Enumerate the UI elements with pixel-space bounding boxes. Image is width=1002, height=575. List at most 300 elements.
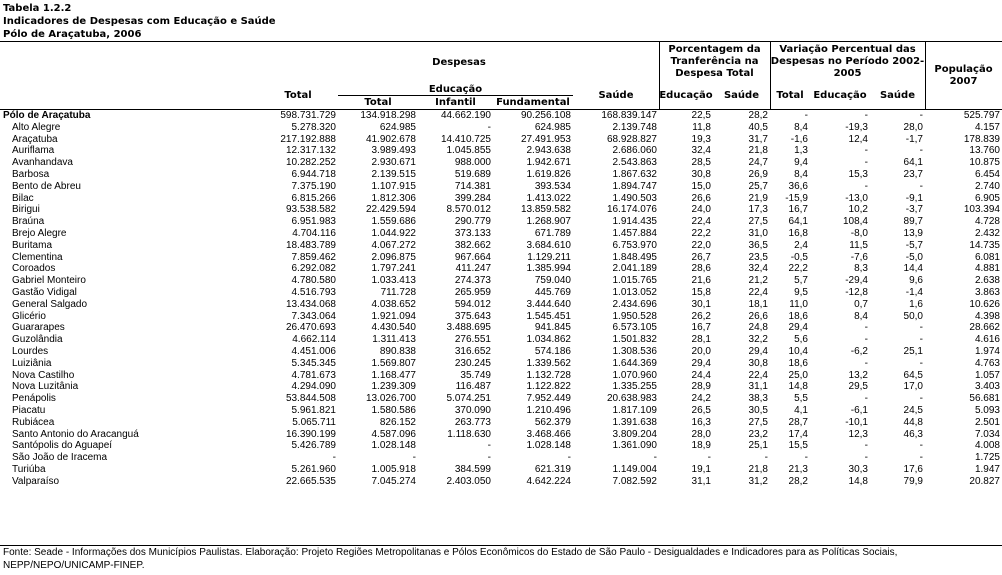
cell-populacao: 3.403	[974, 381, 1000, 393]
cell-educacao-fundamental: 574.186	[534, 345, 571, 357]
cell-municipio: Brejo Alegre	[12, 227, 67, 239]
table-row	[0, 358, 1002, 370]
cell-pct-saude: 21,9	[748, 192, 768, 204]
header-pct-saude: Saúde	[723, 90, 759, 101]
header-total: Total	[284, 90, 312, 101]
cell-municipio: Bilac	[12, 192, 34, 204]
cell-populacao: 10.875	[969, 157, 1000, 169]
cell-var-total: 18,6	[788, 310, 808, 322]
table-row	[0, 122, 1002, 134]
cell-saude: 2.041.189	[612, 263, 657, 275]
cell-var-total: 4,1	[794, 404, 808, 416]
cell-pct-saude: 24,8	[748, 322, 768, 334]
cell-despesa-total: 5.961.821	[291, 404, 336, 416]
cell-var-saude: 14,4	[903, 263, 923, 275]
cell-educacao-total: 22.429.594	[365, 204, 416, 216]
cell-municipio: Glicério	[12, 310, 46, 322]
cell-saude: 1.644.369	[612, 357, 657, 369]
cell-educacao-fundamental: 1.268.907	[526, 216, 571, 228]
cell-municipio: Alto Alegre	[12, 121, 61, 133]
cell-var-total: 21,3	[788, 463, 808, 475]
cell-var-educacao: -19,3	[845, 121, 868, 133]
cell-educacao-infantil: 274.373	[454, 275, 491, 287]
cell-municipio: Santópolis do Aguapeí	[12, 440, 113, 452]
cell-educacao-total: 1.028.148	[371, 440, 416, 452]
cell-educacao-infantil: 316.652	[454, 345, 491, 357]
cell-var-total: 10,4	[788, 345, 808, 357]
cell-pct-saude: 29,4	[748, 345, 768, 357]
cell-pct-saude: 24,7	[748, 157, 768, 169]
cell-pct-educacao: 24,0	[691, 204, 711, 216]
cell-municipio: Guzolândia	[12, 334, 63, 346]
cell-var-total: -0,5	[790, 251, 808, 263]
header-variacao-l3: 2005	[833, 68, 862, 79]
cell-educacao-fundamental: 1.619.826	[526, 168, 571, 180]
cell-educacao-infantil: 5.074.251	[446, 393, 491, 405]
cell-saude: 1.914.435	[612, 216, 657, 228]
cell-var-total: 2,4	[794, 239, 808, 251]
cell-educacao-fundamental: 624.985	[534, 121, 571, 133]
cell-educacao-fundamental: 759.040	[534, 275, 571, 287]
table-title: Indicadores de Despesas com Educação e Saúde	[3, 16, 276, 27]
cell-var-educacao: -	[864, 145, 868, 157]
cell-educacao-total: 1.580.586	[371, 404, 416, 416]
cell-pct-educacao: 26,6	[691, 192, 711, 204]
cell-educacao-total: 13.026.700	[365, 393, 416, 405]
cell-var-educacao: -	[864, 322, 868, 334]
header-infantil: Infantil	[435, 97, 476, 108]
table-row	[0, 287, 1002, 299]
cell-educacao-total: 2.096.875	[371, 251, 416, 263]
cell-pct-educacao: 28,5	[691, 157, 711, 169]
cell-pct-saude: 32,2	[748, 334, 768, 346]
cell-pct-saude: 22,4	[748, 286, 768, 298]
cell-pct-saude: 23,2	[748, 428, 768, 440]
cell-educacao-total: 1.311.413	[372, 334, 416, 346]
cell-municipio: Nova Luzitânia	[12, 381, 79, 393]
cell-educacao-fundamental: 1.034.862	[526, 334, 571, 346]
cell-despesa-total: 7.343.064	[291, 310, 336, 322]
cell-educacao-infantil: 14.410.725	[440, 133, 491, 145]
header-variacao-l2: Despesas no Período 2002-	[770, 56, 925, 67]
cell-saude: 68.928.827	[606, 133, 657, 145]
cell-saude: 16.174.076	[606, 204, 657, 216]
cell-educacao-fundamental: 445.769	[534, 286, 571, 298]
cell-saude: 2.434.696	[612, 298, 657, 310]
cell-var-total: 16,8	[788, 227, 808, 239]
cell-var-total: 36,6	[788, 180, 808, 192]
header-educacao: Educação	[428, 84, 483, 95]
cell-var-saude: -5,7	[905, 239, 923, 251]
cell-educacao-infantil: 375.643	[454, 310, 491, 322]
cell-municipio: Braúna	[12, 216, 45, 228]
table-row	[0, 263, 1002, 275]
cell-educacao-fundamental: 562.379	[534, 416, 571, 428]
cell-educacao-infantil: 263.773	[454, 416, 491, 428]
cell-pct-educacao: 26,7	[691, 251, 711, 263]
cell-pct-educacao: 26,2	[691, 310, 711, 322]
cell-educacao-infantil: 2.403.050	[446, 475, 491, 487]
cell-populacao: 4.398	[974, 310, 1000, 322]
table-row	[0, 381, 1002, 393]
cell-populacao: 6.905	[974, 192, 1000, 204]
table-row	[0, 311, 1002, 323]
cell-pct-saude: 21,8	[748, 463, 768, 475]
header-porcentagem-l3: Despesa Total	[675, 68, 754, 79]
cell-pct-saude: 27,5	[748, 416, 768, 428]
cell-educacao-fundamental: 7.952.449	[526, 393, 571, 405]
cell-municipio: Lourdes	[12, 345, 49, 357]
cell-saude: 3.809.204	[612, 428, 657, 440]
cell-populacao: 6.081	[974, 251, 1000, 263]
cell-var-saude: -1,4	[905, 286, 923, 298]
cell-educacao-total: -	[412, 452, 416, 464]
cell-var-total: 29,4	[788, 322, 808, 334]
cell-educacao-infantil: 373.133	[454, 227, 491, 239]
cell-saude: 1.015.765	[612, 275, 657, 287]
source-note	[3, 547, 897, 572]
cell-educacao-fundamental: 1.413.022	[526, 192, 571, 204]
cell-var-educacao: 10,2	[848, 204, 868, 216]
cell-var-saude: 17,6	[903, 463, 923, 475]
cell-municipio: Nova Castilho	[12, 369, 75, 381]
cell-var-saude: 89,7	[903, 216, 923, 228]
cell-pct-saude: 32,4	[748, 263, 768, 275]
cell-pct-saude: 22,4	[748, 369, 768, 381]
cell-pct-saude: 38,3	[748, 393, 768, 405]
cell-populacao: 20.827	[969, 475, 1000, 487]
cell-var-total: 28,7	[788, 416, 808, 428]
cell-saude: 1.149.004	[612, 463, 657, 475]
cell-pct-educacao: 22,2	[691, 227, 711, 239]
cell-pct-educacao: 32,4	[691, 145, 711, 157]
cell-educacao-infantil: 370.090	[454, 404, 491, 416]
cell-populacao: 14.735	[969, 239, 1000, 251]
cell-saude: 1.361.090	[612, 440, 657, 452]
cell-municipio: Birigui	[12, 204, 40, 216]
cell-populacao: 5.093	[974, 404, 1000, 416]
cell-pct-educacao: 30,8	[691, 168, 711, 180]
cell-var-saude: 17,0	[903, 381, 923, 393]
cell-var-total: -1,6	[790, 133, 808, 145]
cell-var-educacao: -	[864, 452, 868, 464]
cell-municipio: Clementina	[12, 251, 63, 263]
cell-educacao-infantil: 265.959	[454, 286, 491, 298]
cell-pct-saude: 21,8	[748, 145, 768, 157]
cell-var-educacao: -13,0	[845, 192, 868, 204]
cell-var-total: 9,5	[794, 286, 808, 298]
table-row	[0, 252, 1002, 264]
cell-var-saude: 46,3	[903, 428, 923, 440]
table-row	[0, 334, 1002, 346]
cell-municipio: Valparaíso	[12, 475, 60, 487]
table-row	[0, 417, 1002, 429]
cell-pct-educacao: 24,4	[691, 369, 711, 381]
cell-saude: 1.391.638	[612, 416, 657, 428]
cell-educacao-total: 4.067.272	[371, 239, 416, 251]
cell-var-educacao: -29,4	[845, 275, 868, 287]
cell-var-educacao: 11,5	[849, 239, 868, 251]
cell-educacao-total: 1.005.918	[371, 463, 416, 475]
cell-pct-educacao: 28,1	[691, 334, 711, 346]
header-pct-educacao: Educação	[659, 90, 713, 101]
cell-populacao: 4.616	[974, 334, 1000, 346]
cell-saude: 2.686.060	[612, 145, 657, 157]
cell-educacao-fundamental: 393.534	[534, 180, 571, 192]
cell-var-saude: -3,7	[905, 204, 923, 216]
cell-despesa-total: 217.192.888	[280, 133, 336, 145]
cell-pct-saude: 26,6	[748, 310, 768, 322]
cell-var-educacao: -12,8	[845, 286, 868, 298]
cell-municipio: General Salgado	[12, 298, 88, 310]
cell-municipio: Avanhandava	[12, 157, 73, 169]
cell-var-educacao: -6,1	[850, 404, 868, 416]
table-bottom-rule	[0, 545, 1002, 546]
source-note-line2: NEPP/NEPO/UNICAMP-FINEP.	[3, 559, 145, 571]
cell-despesa-total: -	[332, 452, 336, 464]
cell-populacao: 56.681	[969, 393, 1000, 405]
cell-var-saude: 64,5	[903, 369, 923, 381]
cell-var-total: 14,8	[788, 381, 808, 393]
cell-educacao-infantil: 276.551	[454, 334, 491, 346]
cell-despesa-total: 598.731.729	[280, 110, 336, 121]
cell-pct-educacao: 21,6	[691, 275, 711, 287]
cell-municipio: Bento de Abreu	[12, 180, 81, 192]
cell-var-total: 1,3	[794, 145, 808, 157]
cell-educacao-infantil: 1.045.855	[446, 145, 491, 157]
cell-pct-saude: 28,2	[748, 110, 768, 121]
cell-pct-saude: 36,5	[748, 239, 768, 251]
cell-var-total: 11,0	[789, 298, 808, 310]
cell-saude: 1.817.109	[612, 404, 657, 416]
cell-var-saude: -9,1	[905, 192, 923, 204]
cell-var-educacao: 12,3	[848, 428, 868, 440]
table-row	[0, 216, 1002, 228]
cell-despesa-total: 53.844.508	[285, 393, 336, 405]
cell-populacao: 2.432	[974, 227, 1000, 239]
cell-pct-educacao: 15,8	[691, 286, 711, 298]
cell-despesa-total: 6.951.983	[291, 216, 336, 228]
cell-var-educacao: 29,5	[848, 381, 868, 393]
cell-municipio: Barbosa	[12, 168, 50, 180]
cell-despesa-total: 4.704.116	[292, 227, 336, 239]
cell-saude: 1.848.495	[612, 251, 657, 263]
cell-var-saude: -	[919, 334, 923, 346]
cell-var-total: 18,6	[788, 357, 808, 369]
cell-educacao-fundamental: 941.845	[534, 322, 571, 334]
cell-municipio: Turiúba	[12, 463, 46, 475]
cell-educacao-infantil: 8.570.012	[446, 204, 491, 216]
cell-populacao: 178.839	[963, 133, 1000, 145]
cell-pct-saude: 18,1	[748, 298, 768, 310]
cell-educacao-total: 41.902.678	[365, 133, 416, 145]
table-row	[0, 145, 1002, 157]
cell-var-saude: 13,9	[903, 227, 923, 239]
cell-populacao: 3.863	[974, 286, 1000, 298]
cell-despesa-total: 10.282.252	[285, 157, 336, 169]
cell-var-educacao: -7,6	[850, 251, 868, 263]
cell-despesa-total: 4.451.006	[291, 345, 336, 357]
cell-populacao: 1.974	[974, 345, 1000, 357]
cell-educacao-total: 826.152	[379, 416, 416, 428]
cell-var-educacao: 8,3	[854, 263, 868, 275]
cell-despesa-total: 7.375.190	[291, 180, 336, 192]
cell-saude: -	[653, 452, 657, 464]
cell-var-total: 5,6	[794, 334, 808, 346]
cell-var-educacao: -	[864, 440, 868, 452]
cell-var-saude: 25,1	[903, 345, 923, 357]
cell-despesa-total: 5.278.320	[291, 121, 336, 133]
cell-educacao-fundamental: 671.789	[534, 227, 571, 239]
cell-var-saude: 9,6	[909, 275, 923, 287]
cell-pct-educacao: 11,8	[692, 121, 711, 133]
cell-pct-educacao: 26,5	[691, 404, 711, 416]
cell-educacao-fundamental: 13.859.582	[520, 204, 571, 216]
cell-despesa-total: 13.434.068	[285, 298, 336, 310]
table-row	[0, 346, 1002, 358]
cell-var-total: -15,9	[785, 192, 808, 204]
cell-municipio: Coroados	[12, 263, 56, 275]
cell-educacao-total: 134.918.298	[360, 110, 416, 121]
cell-educacao-infantil: 1.118.630	[447, 428, 491, 440]
cell-var-total: -	[804, 110, 808, 121]
cell-var-total: 8,4	[794, 168, 808, 180]
cell-pct-educacao: 22,0	[691, 239, 711, 251]
header-populacao-l2: 2007	[949, 76, 978, 87]
cell-populacao: 525.797	[963, 110, 1000, 121]
cell-saude: 1.950.528	[612, 310, 657, 322]
cell-pct-saude: 23,5	[748, 251, 768, 263]
cell-educacao-total: 1.044.922	[371, 227, 416, 239]
cell-despesa-total: 6.815.266	[291, 192, 336, 204]
cell-educacao-total: 1.797.241	[371, 263, 416, 275]
cell-var-total: 64,1	[788, 216, 808, 228]
cell-saude: 1.335.255	[612, 381, 657, 393]
cell-pct-educacao: 19,3	[691, 133, 711, 145]
cell-educacao-total: 1.239.309	[371, 381, 416, 393]
cell-var-saude: -	[919, 452, 923, 464]
cell-despesa-total: 5.065.711	[292, 416, 336, 428]
cell-despesa-total: 5.261.960	[291, 463, 336, 475]
table-subtitle: Pólo de Araçatuba, 2006	[3, 29, 142, 40]
cell-pct-saude: 17,3	[748, 204, 768, 216]
cell-despesa-total: 18.483.789	[285, 239, 336, 251]
cell-educacao-fundamental: 621.319	[534, 463, 571, 475]
table-row	[0, 275, 1002, 287]
cell-var-total: 25,0	[788, 369, 808, 381]
table-number: Tabela 1.2.2	[3, 3, 72, 14]
cell-var-total: 5,5	[794, 393, 808, 405]
cell-var-educacao: -	[864, 157, 868, 169]
cell-var-saude: 44,8	[903, 416, 923, 428]
cell-educacao-infantil: 3.488.695	[446, 322, 491, 334]
indicators-table	[0, 110, 1002, 488]
cell-var-educacao: 108,4	[842, 216, 868, 228]
table-row	[0, 193, 1002, 205]
cell-educacao-infantil: 411.247	[455, 263, 491, 275]
cell-var-educacao: -	[864, 334, 868, 346]
cell-var-total: 5,7	[794, 275, 808, 287]
cell-municipio: Buritama	[12, 239, 53, 251]
cell-var-total: -	[804, 452, 808, 464]
cell-var-saude: -	[919, 322, 923, 334]
cell-educacao-fundamental: 3.444.640	[526, 298, 571, 310]
source-note-line1: Fonte: Seade - Informações dos Municípios Paulistas. Elaboração: Projeto Regiões Metropolitanas e Pólos Econômicos do Estado de São Paulo - Desigualdades e Indicadores para as Políticas Sociais,	[3, 547, 898, 558]
table-row	[0, 181, 1002, 193]
cell-var-saude: 24,5	[903, 404, 923, 416]
cell-saude: 6.573.105	[612, 322, 657, 334]
table-row	[0, 429, 1002, 441]
cell-var-saude: -	[919, 393, 923, 405]
cell-populacao: 4.008	[974, 440, 1000, 452]
cell-var-total: 17,4	[788, 428, 808, 440]
cell-educacao-infantil: 230.245	[454, 357, 491, 369]
cell-var-saude: 28,0	[903, 121, 923, 133]
cell-educacao-infantil: 382.662	[454, 239, 491, 251]
cell-educacao-fundamental: 27.491.953	[520, 133, 571, 145]
cell-educacao-total: 1.559.686	[371, 216, 416, 228]
cell-municipio: Guararapes	[12, 322, 65, 334]
cell-pct-saude: 40,5	[748, 121, 768, 133]
cell-var-saude: -1,7	[905, 133, 923, 145]
table-row	[0, 134, 1002, 146]
cell-saude: 20.638.983	[606, 393, 657, 405]
cell-pct-saude: 30,8	[748, 357, 768, 369]
cell-var-total: 16,7	[788, 204, 808, 216]
cell-saude: 7.082.592	[612, 475, 657, 487]
cell-educacao-fundamental: 3.684.610	[526, 239, 571, 251]
table-row	[0, 204, 1002, 216]
table-row	[0, 440, 1002, 452]
header-saude: Saúde	[598, 90, 634, 101]
cell-educacao-infantil: -	[487, 452, 491, 464]
cell-municipio: Auriflama	[12, 145, 55, 157]
cell-saude: 168.839.147	[601, 110, 657, 121]
cell-saude: 1.070.960	[612, 369, 657, 381]
table-row	[0, 322, 1002, 334]
cell-pct-educacao: -	[707, 452, 711, 464]
cell-populacao: 2.501	[974, 416, 1000, 428]
cell-pct-educacao: 20,0	[691, 345, 711, 357]
cell-municipio: Pólo de Araçatuba	[3, 110, 91, 121]
header-var-total: Total	[776, 90, 804, 101]
cell-var-total: 28,2	[788, 475, 808, 487]
cell-educacao-total: 4.430.540	[371, 322, 416, 334]
table-row	[0, 110, 1002, 122]
cell-populacao: 1.947	[974, 463, 1000, 475]
cell-pct-educacao: 28,9	[691, 381, 711, 393]
cell-pct-saude: 25,7	[748, 180, 768, 192]
cell-populacao: 2.638	[974, 275, 1000, 287]
cell-educacao-total: 890.838	[379, 345, 416, 357]
cell-educacao-infantil: 399.284	[454, 192, 491, 204]
cell-saude: 2.543.863	[612, 157, 657, 169]
cell-municipio: Rubiácea	[12, 416, 55, 428]
cell-educacao-total: 624.985	[379, 121, 416, 133]
cell-educacao-total: 1.569.807	[371, 357, 416, 369]
cell-educacao-total: 1.921.094	[371, 310, 416, 322]
cell-var-educacao: 13,2	[848, 369, 868, 381]
header-despesas: Despesas	[432, 57, 486, 68]
cell-var-saude: -	[919, 110, 923, 121]
cell-var-educacao: -	[864, 393, 868, 405]
cell-despesa-total: 22.665.535	[285, 475, 336, 487]
cell-var-saude: -	[919, 180, 923, 192]
cell-var-total: 22,2	[788, 263, 808, 275]
cell-saude: 6.753.970	[612, 239, 657, 251]
cell-despesa-total: 5.345.345	[291, 357, 336, 369]
cell-educacao-fundamental: 1.339.562	[526, 357, 571, 369]
